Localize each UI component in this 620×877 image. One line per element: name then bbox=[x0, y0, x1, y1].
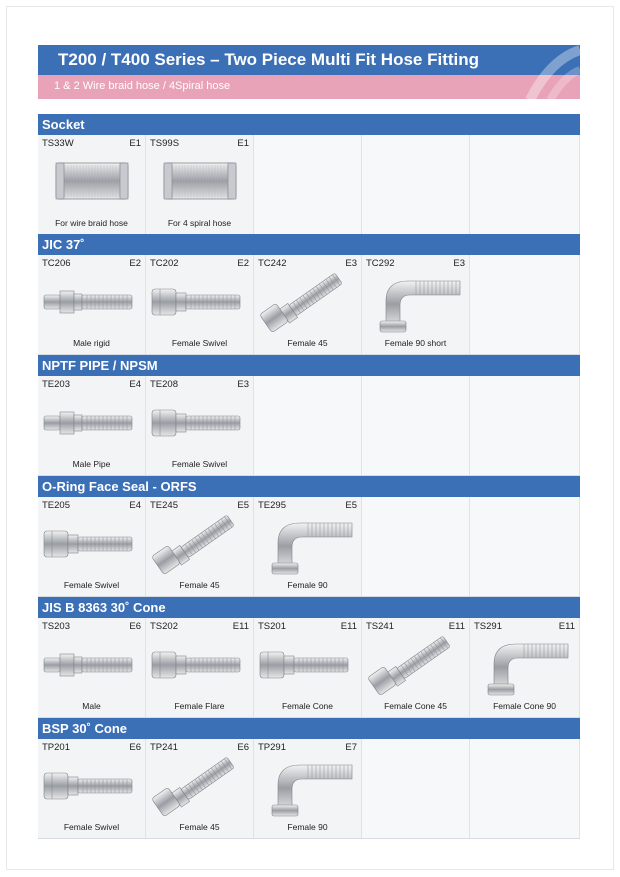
product-card bbox=[254, 739, 362, 838]
section-header: Socket bbox=[38, 114, 580, 135]
product-code: TS33W bbox=[42, 138, 74, 149]
straight-male-fitting-icon bbox=[42, 634, 142, 696]
product-code: TE208 bbox=[150, 379, 178, 390]
series-code: E5 bbox=[345, 500, 357, 511]
product-card bbox=[146, 739, 254, 838]
product-code: TS201 bbox=[258, 621, 286, 632]
product-code: TC202 bbox=[150, 258, 179, 269]
product-card bbox=[38, 618, 146, 717]
product-card bbox=[38, 497, 146, 596]
product-code: TE203 bbox=[42, 379, 70, 390]
empty-cell bbox=[470, 376, 580, 475]
elbow-45-fitting-icon bbox=[366, 634, 466, 696]
empty-cell bbox=[362, 739, 470, 838]
section-header: O-Ring Face Seal - ORFS bbox=[38, 476, 580, 497]
section bbox=[38, 114, 580, 235]
product-caption: Male rigid bbox=[73, 338, 110, 348]
product-caption: Female 90 short bbox=[384, 338, 447, 348]
product-card bbox=[146, 618, 254, 717]
product-code: TE205 bbox=[42, 500, 70, 511]
series-code: E11 bbox=[558, 621, 575, 632]
product-card bbox=[146, 135, 254, 234]
page-title: T200 / T400 Series – Two Piece Multi Fit Hose Fitting bbox=[58, 50, 480, 69]
decorative-swoosh-icon bbox=[520, 40, 580, 100]
empty-cell bbox=[254, 376, 362, 475]
series-code: E1 bbox=[237, 138, 249, 149]
product-code: TS291 bbox=[474, 621, 502, 632]
section bbox=[38, 476, 580, 597]
straight-female-fitting-icon bbox=[150, 271, 250, 333]
title-bar bbox=[38, 45, 580, 75]
series-code: E1 bbox=[129, 138, 141, 149]
elbow-90-fitting-icon bbox=[474, 634, 574, 696]
section-header: NPTF PIPE / NPSM bbox=[38, 355, 580, 376]
product-caption: For wire braid hose bbox=[55, 218, 128, 228]
series-code: E6 bbox=[237, 742, 249, 753]
product-card bbox=[38, 739, 146, 838]
product-caption: Female Swivel bbox=[63, 580, 120, 590]
series-code: E11 bbox=[232, 621, 249, 632]
elbow-90-fitting-icon bbox=[366, 271, 466, 333]
product-code: TP241 bbox=[150, 742, 178, 753]
product-grid bbox=[38, 255, 580, 355]
product-grid bbox=[38, 739, 580, 839]
straight-female-fitting-icon bbox=[258, 634, 358, 696]
socket-icon bbox=[150, 151, 250, 213]
product-caption: Female Cone bbox=[281, 701, 334, 711]
product-code: TC292 bbox=[366, 258, 395, 269]
product-caption: Female Swivel bbox=[63, 822, 120, 832]
product-card bbox=[254, 497, 362, 596]
product-grid bbox=[38, 376, 580, 476]
product-card bbox=[146, 255, 254, 354]
product-caption: Female 90 bbox=[287, 822, 328, 832]
product-card bbox=[254, 618, 362, 717]
elbow-45-fitting-icon bbox=[150, 755, 250, 817]
series-code: E2 bbox=[237, 258, 249, 269]
product-card bbox=[362, 255, 470, 354]
section bbox=[38, 597, 580, 718]
subtitle-bar bbox=[38, 75, 580, 99]
section-header: JIS B 8363 30˚ Cone bbox=[38, 597, 580, 618]
product-grid bbox=[38, 497, 580, 597]
product-code: TC242 bbox=[258, 258, 287, 269]
straight-female-fitting-icon bbox=[42, 755, 142, 817]
product-code: TC206 bbox=[42, 258, 71, 269]
empty-cell bbox=[362, 497, 470, 596]
elbow-45-fitting-icon bbox=[150, 513, 250, 575]
empty-cell bbox=[470, 255, 580, 354]
series-code: E11 bbox=[448, 621, 465, 632]
product-card bbox=[38, 135, 146, 234]
elbow-90-fitting-icon bbox=[258, 513, 358, 575]
product-caption: For 4 spiral hose bbox=[167, 218, 232, 228]
product-card bbox=[254, 255, 362, 354]
product-code: TE295 bbox=[258, 500, 286, 511]
section bbox=[38, 234, 580, 355]
product-card bbox=[38, 376, 146, 475]
product-grid bbox=[38, 618, 580, 718]
socket-icon bbox=[42, 151, 142, 213]
product-code: TP291 bbox=[258, 742, 286, 753]
product-caption: Female 45 bbox=[287, 338, 328, 348]
page-subtitle: 1 & 2 Wire braid hose / 4Spiral hose bbox=[54, 80, 231, 92]
series-code: E2 bbox=[129, 258, 141, 269]
product-caption: Female Cone 45 bbox=[384, 701, 447, 711]
series-code: E4 bbox=[129, 379, 141, 390]
product-caption: Female Flare bbox=[174, 701, 225, 711]
product-caption: Male Pipe bbox=[72, 459, 111, 469]
series-code: E4 bbox=[129, 500, 141, 511]
series-code: E6 bbox=[129, 621, 141, 632]
product-card bbox=[146, 376, 254, 475]
series-code: E6 bbox=[129, 742, 141, 753]
section-header: JIC 37˚ bbox=[38, 234, 580, 255]
series-code: E7 bbox=[345, 742, 357, 753]
product-card bbox=[146, 497, 254, 596]
elbow-45-fitting-icon bbox=[258, 271, 358, 333]
series-code: E3 bbox=[453, 258, 465, 269]
product-code: TP201 bbox=[42, 742, 70, 753]
straight-female-fitting-icon bbox=[150, 392, 250, 454]
product-code: TS241 bbox=[366, 621, 394, 632]
empty-cell bbox=[362, 376, 470, 475]
product-code: TS202 bbox=[150, 621, 178, 632]
series-code: E11 bbox=[340, 621, 357, 632]
product-grid bbox=[38, 135, 580, 235]
product-code: TS99S bbox=[150, 138, 180, 149]
straight-male-fitting-icon bbox=[42, 271, 142, 333]
product-card bbox=[470, 618, 580, 717]
product-caption: Male bbox=[82, 701, 101, 711]
series-code: E3 bbox=[237, 379, 249, 390]
product-card bbox=[38, 255, 146, 354]
elbow-90-fitting-icon bbox=[258, 755, 358, 817]
straight-female-fitting-icon bbox=[150, 634, 250, 696]
straight-male-fitting-icon bbox=[42, 392, 142, 454]
product-card bbox=[362, 618, 470, 717]
section-header: BSP 30˚ Cone bbox=[38, 718, 580, 739]
series-code: E5 bbox=[237, 500, 249, 511]
empty-cell bbox=[362, 135, 470, 234]
product-caption: Female 45 bbox=[179, 580, 220, 590]
empty-cell bbox=[470, 497, 580, 596]
empty-cell bbox=[470, 739, 580, 838]
product-caption: Female Cone 90 bbox=[493, 701, 556, 711]
product-caption: Female 90 bbox=[287, 580, 328, 590]
section bbox=[38, 718, 580, 839]
straight-female-fitting-icon bbox=[42, 513, 142, 575]
empty-cell bbox=[470, 135, 580, 234]
product-caption: Female 45 bbox=[179, 822, 220, 832]
product-code: TE245 bbox=[150, 500, 178, 511]
product-caption: Female Swivel bbox=[171, 459, 228, 469]
product-caption: Female Swivel bbox=[171, 338, 228, 348]
series-code: E3 bbox=[345, 258, 357, 269]
section bbox=[38, 355, 580, 476]
product-code: TS203 bbox=[42, 621, 70, 632]
empty-cell bbox=[254, 135, 362, 234]
